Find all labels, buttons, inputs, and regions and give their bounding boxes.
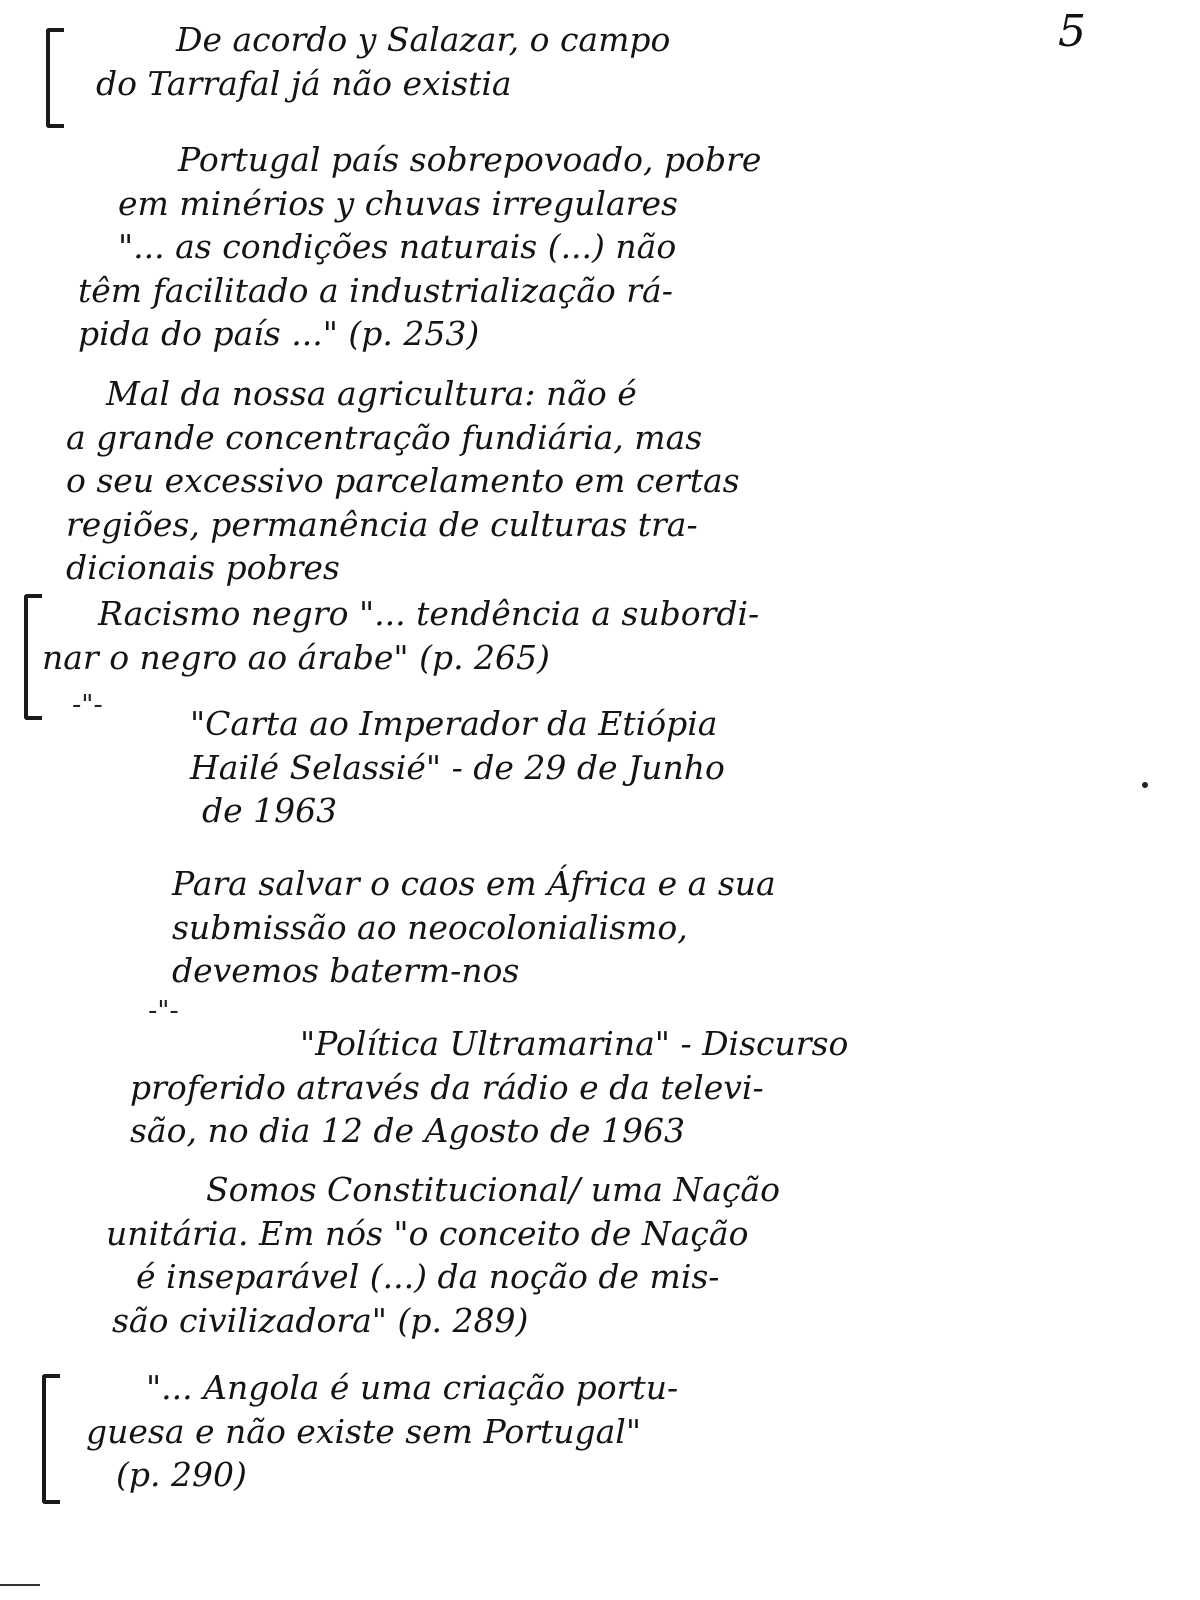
text-line: nar o negro ao árabe" (p. 265): [42, 637, 550, 677]
text-line: Para salvar o caos em África e a sua: [172, 864, 776, 903]
text-line: devemos baterm-nos: [172, 951, 520, 991]
text-line: do Tarrafal já não existia: [96, 63, 512, 103]
text-line: são civilizadora" (p. 289): [112, 1300, 529, 1340]
margin-bracket: [46, 28, 64, 128]
text-line: proferido através da rádio e da televi-: [130, 1067, 764, 1107]
margin-bracket: [42, 1374, 60, 1504]
text-line: Mal da nossa agricultura: não é: [106, 374, 637, 413]
text-line: é inseparável (...) da noção de mis-: [136, 1257, 720, 1297]
paragraph-africa: [172, 862, 776, 993]
paragraph-tarrafal: [96, 18, 670, 105]
text-line: a grande concentração fundiária, mas: [66, 417, 703, 457]
text-line: De acordo y Salazar, o campo: [176, 20, 671, 59]
text-line: Hailé Selassié" - de 29 de Junho: [190, 747, 725, 787]
text-line: unitária. Em nós "o conceito de Nação: [106, 1213, 749, 1253]
text-line: "Carta ao Imperador da Etiópia: [190, 704, 718, 743]
ditto-marker: -"-: [72, 690, 103, 720]
paragraph-letter: [190, 702, 725, 833]
text-line: submissão ao neocolonialismo,: [172, 907, 688, 947]
text-line: o seu excessivo parcelamento em certas: [66, 461, 740, 501]
text-line: "Política Ultramarina" - Discurso: [300, 1024, 849, 1063]
text-line: dicionais pobres: [66, 548, 340, 588]
margin-bracket: [24, 594, 42, 720]
scan-edge-mark: [0, 1584, 40, 1586]
text-line: (p. 290): [116, 1455, 247, 1495]
text-line: Racismo negro "... tendência a subordi-: [98, 594, 760, 633]
text-line: Somos Constitucional/ uma Nação: [206, 1170, 780, 1209]
text-line: Portugal país sobrepovoado, pobre: [178, 140, 762, 179]
paragraph-angola: [86, 1366, 678, 1497]
text-line: em minérios y chuvas irregulares: [118, 183, 678, 223]
ink-speck: [1142, 782, 1148, 788]
page-number: 5: [1058, 6, 1086, 57]
text-line: são, no dia 12 de Agosto de 1963: [130, 1111, 686, 1151]
text-line: "... as condições naturais (...) não: [118, 227, 677, 267]
paragraph-racism: [42, 592, 759, 679]
text-line: pida do país ..." (p. 253): [78, 314, 480, 354]
paragraph-portugal: [78, 138, 761, 356]
paragraph-agriculture: [66, 372, 740, 590]
text-line: "... Angola é uma criação portu-: [146, 1368, 679, 1407]
text-line: de 1963: [202, 791, 338, 831]
text-line: têm facilitado a industrialização rá-: [78, 270, 673, 310]
paragraph-nation: [106, 1168, 780, 1342]
text-line: guesa e não existe sem Portugal": [86, 1411, 642, 1451]
paragraph-speech: [130, 1022, 848, 1153]
text-line: regiões, permanência de culturas tra-: [66, 504, 698, 544]
ditto-marker: -"-: [148, 996, 179, 1026]
